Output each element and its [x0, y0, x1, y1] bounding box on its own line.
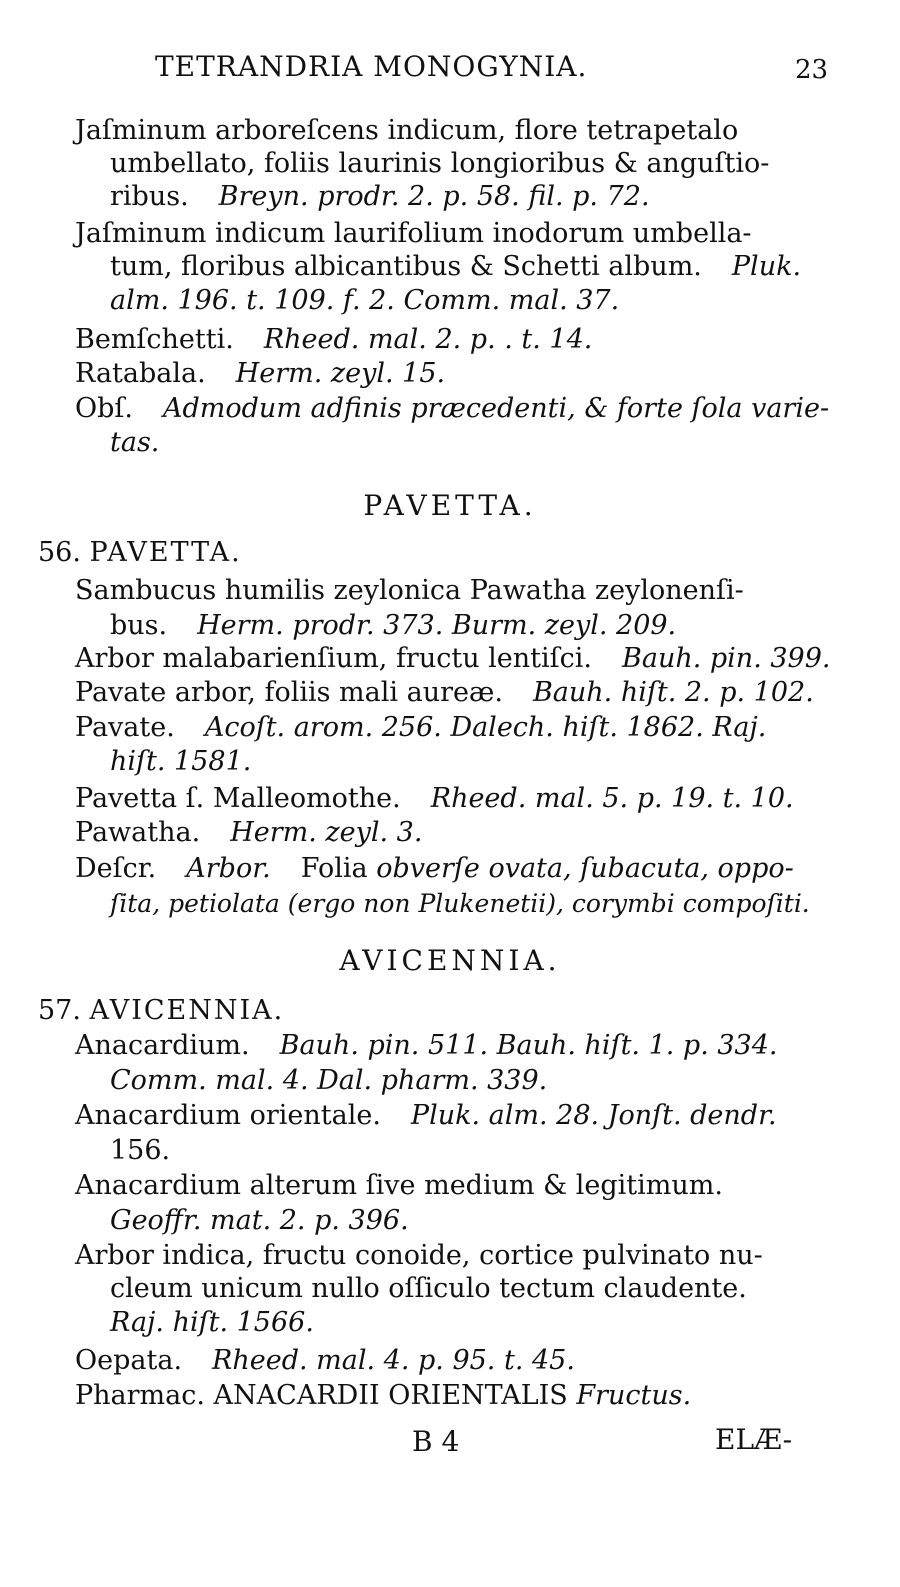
entry-line	[75, 1030, 900, 1062]
entry-text: Ratabala.	[75, 358, 206, 389]
entry-text: Anacardium orientale.	[75, 1100, 381, 1131]
citation: Rheed. mal. 4. p. 95. t. 45.	[212, 1345, 575, 1376]
pharmacy-part: Fructus.	[576, 1380, 692, 1411]
entry-text: Arbor malabarienſium, fructu lentiſci.	[75, 643, 592, 674]
genus-number: 56.	[38, 537, 81, 568]
entry-line: Anacardium alterum ſive medium & legitimum.	[75, 1170, 723, 1201]
entry-text: Pavate.	[75, 712, 175, 743]
entry-text: Bemſchetti.	[75, 324, 234, 355]
genus-name: AVICENNIA.	[89, 995, 285, 1026]
entry-line	[75, 393, 900, 425]
entry-line	[110, 610, 900, 642]
citation: Geoffr. mat. 2. p. 396.	[110, 1205, 409, 1236]
entry-text: tum, floribus albicantibus & Schetti album.	[110, 251, 702, 282]
genus-heading	[38, 537, 900, 569]
citation: Pluk.	[731, 251, 802, 282]
section-heading: PAVETTA.	[363, 489, 537, 522]
entry-line: Arbor indica, fructu conoide, cortice pulvinato nu-	[75, 1240, 763, 1271]
citation: Rheed. mal. 5. p. 19. t. 10.	[430, 783, 794, 814]
note-text: Admodum adfinis præcedenti, & forte ſola varie-	[163, 393, 830, 424]
citation: Bauh. pin. 511. Bauh. hiſt. 1. p. 334.	[279, 1030, 778, 1061]
citation: Breyn. prodr. 2. p. 58. fil. p. 72.	[218, 181, 650, 212]
citation: Bauh. pin. 399.	[622, 643, 831, 674]
entry-line	[75, 1100, 900, 1132]
entry-line	[110, 181, 900, 213]
entry-line	[75, 817, 900, 849]
description-text: Arbor.	[186, 853, 271, 884]
entry-line: Jaſminum arboreſcens indicum, flore tetrapetalo	[75, 115, 739, 146]
entry-text: Pavetta ſ. Malleomothe.	[75, 783, 401, 814]
citation: Comm. mal. 4. Dal. pharm. 339.	[110, 1065, 548, 1096]
entry-line	[75, 783, 900, 815]
citation: Acoſt. arom. 256. Dalech. hiſt. 1862. Raj.	[204, 712, 767, 743]
entry-text: ribus.	[110, 181, 189, 212]
entry-text: bus.	[110, 610, 168, 641]
citation: hiſt. 1581.	[110, 746, 252, 777]
citation: 156.	[110, 1135, 171, 1166]
entry-line: Sambucus humilis zeylonica Pawatha zeylonenſi-	[75, 575, 744, 606]
running-head: TETRANDRIA MONOGYNIA.	[155, 50, 588, 83]
entry-text: Deſcr.	[75, 853, 157, 884]
entry-text: Pawatha.	[75, 817, 201, 848]
entry-line	[75, 712, 900, 744]
description-text: obverſe ovata, ſubacuta, oppo-	[376, 853, 794, 884]
entry-line	[110, 251, 900, 283]
entry-line	[75, 677, 900, 709]
citation: Rheed. mal. 2. p. . t. 14.	[263, 324, 593, 355]
citation: Herm. zeyl. 3.	[230, 817, 423, 848]
genus-heading	[38, 995, 900, 1027]
entry-line	[75, 1380, 900, 1412]
entry-line	[75, 1345, 900, 1377]
citation: Bauh. hiſt. 2. p. 102.	[532, 677, 814, 708]
section-heading: AVICENNIA.	[339, 944, 561, 977]
entry-text: Anacardium.	[75, 1030, 250, 1061]
description-text: ſita, petiolata (ergo non Plukenetii), corymbi compoſiti.	[110, 889, 810, 918]
entry-line	[75, 853, 900, 885]
entry-line	[75, 324, 900, 356]
description-text: Folia	[300, 853, 368, 884]
citation: Herm. prodr. 373. Burm. zeyl. 209.	[197, 610, 677, 641]
page-number: 23	[795, 55, 829, 85]
citation: Raj. hiſt. 1566.	[110, 1307, 314, 1338]
entry-text: Obſ.	[75, 393, 133, 424]
citation: Herm. zeyl. 15.	[235, 358, 446, 389]
entry-text: Oepata.	[75, 1345, 183, 1376]
pharmacy-entry: Pharmac. ANACARDII ORIENTALIS	[75, 1380, 568, 1411]
signature-mark: B 4	[412, 1425, 460, 1458]
entry-line: Jaſminum indicum laurifolium inodorum umbella-	[75, 218, 752, 249]
entry-line: umbellato, foliis laurinis longioribus & anguſtio-	[110, 148, 770, 179]
genus-number: 57.	[38, 995, 81, 1026]
entry-line: cleum unicum nullo oſſiculo tectum claudente.	[110, 1273, 747, 1304]
citation: alm. 196. t. 109. f. 2. Comm. mal. 37.	[110, 285, 620, 316]
entry-text: Pavate arbor, foliis mali aureæ.	[75, 677, 503, 708]
note-text: tas.	[110, 427, 160, 458]
citation: Pluk. alm. 28. Jonſt. dendr.	[410, 1100, 777, 1131]
catchword: ELÆ-	[715, 1423, 793, 1456]
entry-line	[75, 643, 900, 675]
genus-name: PAVETTA.	[89, 537, 242, 568]
entry-line	[75, 358, 900, 390]
